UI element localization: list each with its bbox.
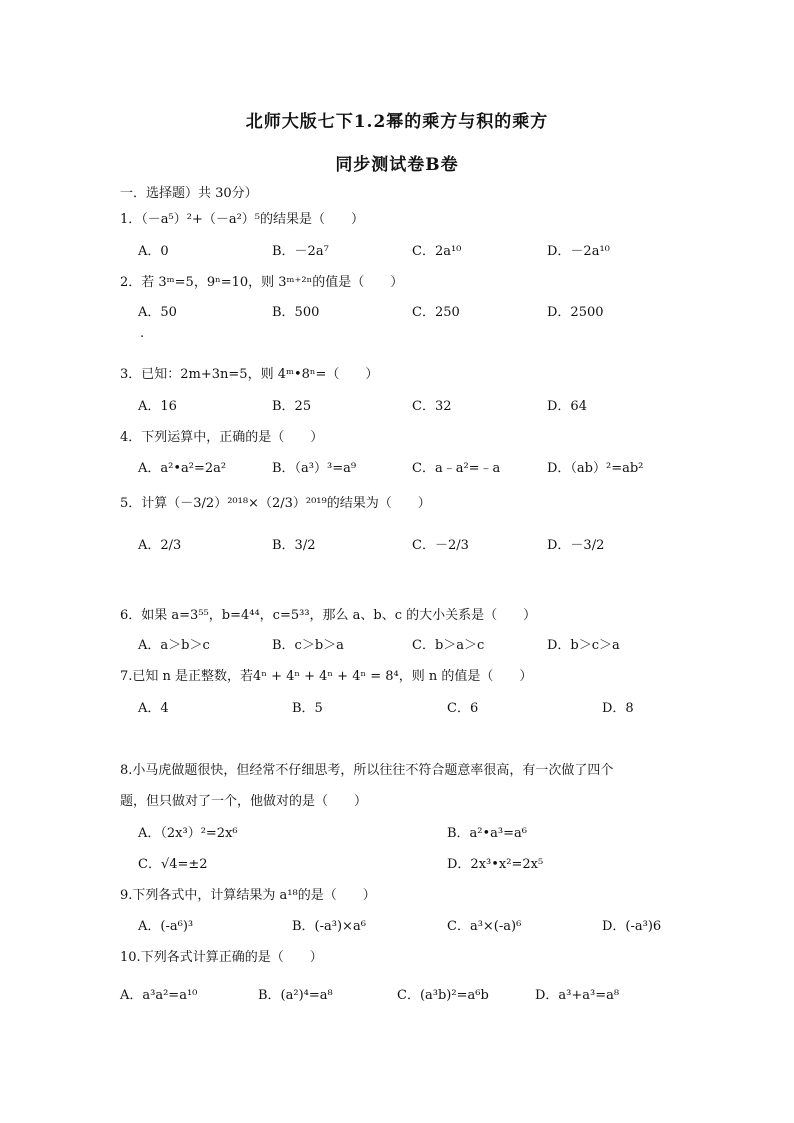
q7-option-c: C．6 xyxy=(447,701,479,716)
q5-option-d: D．－3/2 xyxy=(547,538,605,553)
question-1-stem xyxy=(120,208,364,227)
q1-option-d: D．－2a¹⁰ xyxy=(547,244,610,259)
q1-option-c: C．2a¹⁰ xyxy=(412,244,462,259)
q10-option-a: A．a³a²=a¹⁰ xyxy=(120,988,198,1003)
q2-option-c: C．250 xyxy=(412,305,460,320)
q8-option-a: A．（2x³）²=2x⁶ xyxy=(138,826,238,841)
q4-option-b: B．（a³）³=a⁹ xyxy=(272,461,357,476)
q4-option-a: A．a²•a²=2a² xyxy=(138,461,227,476)
q10-option-d: D．a³+a³=a⁸ xyxy=(535,988,620,1003)
q6-option-d: D．b＞c＞a xyxy=(547,638,620,653)
question-10-stem xyxy=(120,946,323,965)
q9-option-b: B．(-a³)×a⁶ xyxy=(292,919,366,934)
question-8-stem-line1 xyxy=(120,759,613,778)
q7-option-a: A．4 xyxy=(138,701,169,716)
page-title: 北师大版七下1.2幂的乘方与积的乘方 xyxy=(245,112,549,132)
question-text: 已知：2m+3n=5，则 4ᵐ•8ⁿ=（ ） xyxy=(141,367,379,382)
question-7-stem xyxy=(120,665,532,684)
q5-option-a: A．2/3 xyxy=(138,538,182,553)
question-text: （－a⁵）²+（－a²）⁵的结果是（ ） xyxy=(141,212,365,227)
question-number: 10. xyxy=(120,950,141,965)
q6-option-a: A．a＞b＞c xyxy=(138,638,210,653)
question-text: 已知 n 是正整数，若4ⁿ + 4ⁿ + 4ⁿ + 4ⁿ = 8⁴，则 n 的值是（ ） xyxy=(132,669,533,684)
q6-option-b: B．c＞b＞a xyxy=(272,638,344,653)
q3-option-d: D．64 xyxy=(547,399,587,414)
q4-option-d: D．（ab）²=ab² xyxy=(547,461,644,476)
q3-option-a: A．16 xyxy=(138,399,177,414)
question-text: 下列各式计算正确的是（ ） xyxy=(140,950,323,965)
question-text: 小马虎做题很快，但经常不仔细思考，所以往往不符合题意率很高，有一次做了四个 xyxy=(132,763,614,778)
q9-option-c: C．a³×(-a)⁶ xyxy=(447,919,522,934)
question-text: 若 3ᵐ=5，9ⁿ=10，则 3ᵐ⁺²ⁿ的值是（ ） xyxy=(141,275,404,290)
question-number: 7. xyxy=(120,669,133,684)
question-9-stem xyxy=(120,884,376,903)
q10-option-b: B．(a²)⁴=a⁸ xyxy=(258,988,333,1003)
q5-option-b: B．3/2 xyxy=(272,538,316,553)
q2-option-b: B．500 xyxy=(272,305,320,320)
q4-option-c: C．a﹣a²=﹣a xyxy=(412,461,501,476)
question-number: 8. xyxy=(120,763,133,778)
question-number: 4． xyxy=(120,430,142,445)
question-text: 下列各式中，计算结果为 a¹⁸的是（ ） xyxy=(132,888,376,903)
q7-option-b: B．5 xyxy=(292,701,323,716)
q3-option-c: C．32 xyxy=(412,399,452,414)
q6-option-c: C．b＞a＞c xyxy=(412,638,485,653)
q8-option-d: D．2x³•x²=2x⁵ xyxy=(447,857,544,872)
q8-option-b: B．a²•a³=a⁶ xyxy=(447,826,527,841)
question-5-stem xyxy=(120,492,431,511)
question-number: 1． xyxy=(120,212,142,227)
q10-option-c: C．(a³b)²=a⁶b xyxy=(397,988,489,1003)
question-number: 9. xyxy=(120,888,133,903)
q5-option-c: C．－2/3 xyxy=(412,538,469,553)
question-3-stem xyxy=(120,363,378,382)
question-2-stem xyxy=(120,271,403,290)
q8-option-c: C．√4=±2 xyxy=(138,857,208,872)
question-number: 6． xyxy=(120,608,142,623)
question-number: 3． xyxy=(120,367,142,382)
question-number: 2． xyxy=(120,275,142,290)
q9-option-d: D．(-a³)6 xyxy=(602,919,662,934)
question-6-stem xyxy=(120,604,536,623)
page-subtitle: 同步测试卷B卷 xyxy=(335,155,459,175)
question-text: 如果 a=3⁵⁵，b=4⁴⁴，c=5³³，那么 a、b、c 的大小关系是（ ） xyxy=(141,608,537,623)
q7-option-d: D．8 xyxy=(602,701,634,716)
question-4-stem xyxy=(120,426,323,445)
stray-dot: . xyxy=(140,326,145,341)
q2-option-a: A．50 xyxy=(138,305,177,320)
question-text: 下列运算中，正确的是（ ） xyxy=(141,430,324,445)
question-number: 5． xyxy=(120,496,142,511)
q9-option-a: A．(-a⁶)³ xyxy=(138,919,194,934)
q3-option-b: B．25 xyxy=(272,399,312,414)
q1-option-a: A．0 xyxy=(138,244,169,259)
question-text: 计算（－3/2）²⁰¹⁸×（2/3）²⁰¹⁹的结果为（ ） xyxy=(141,496,431,511)
question-8-stem-line2: 题，但只做对了一个，他做对的是（ ） xyxy=(120,794,368,809)
section-heading: 一．选择题）共 30分） xyxy=(120,186,258,201)
q2-option-d: D．2500 xyxy=(547,305,604,320)
q1-option-b: B．－2a⁷ xyxy=(272,244,329,259)
